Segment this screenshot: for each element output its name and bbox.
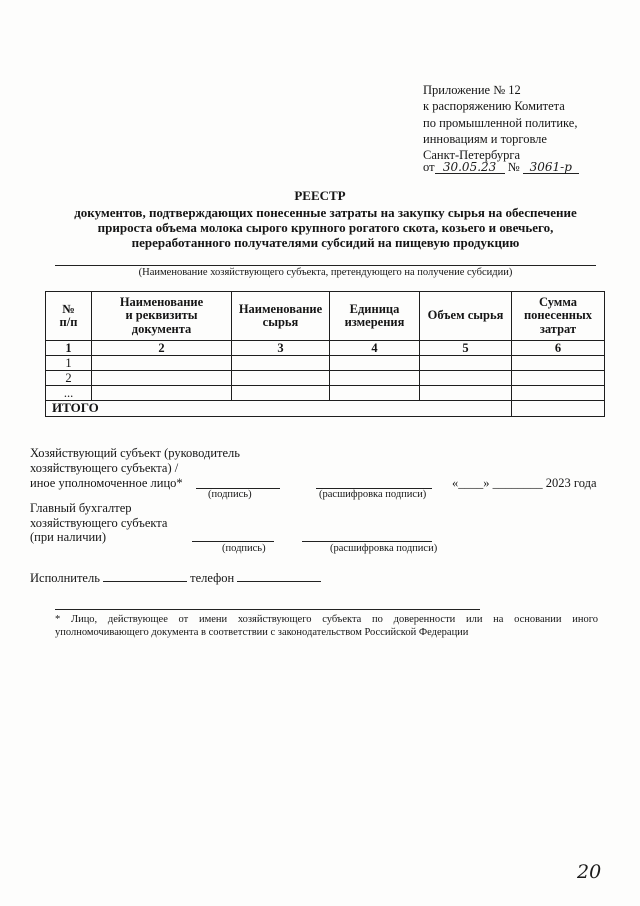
appendix-block xyxy=(423,82,577,163)
appendix-line: Приложение № 12 xyxy=(423,83,521,97)
footnote-line: уполномочивающего документа в соответствии с законодательством Российской Федерации xyxy=(55,627,469,638)
document-cell xyxy=(92,371,232,386)
header-text: затрат xyxy=(539,321,577,336)
subtitle-line: документов, подтверждающих понесенные затраты на закупку сырья на обеспечение xyxy=(74,205,577,220)
head-signature-label xyxy=(30,446,240,491)
document-subtitle xyxy=(55,205,596,250)
amount-cell xyxy=(512,386,605,401)
header-text: п/п xyxy=(59,315,78,329)
header-material xyxy=(232,292,330,341)
executor-blank xyxy=(103,570,187,582)
head-name-caption: (расшифровка подписи) xyxy=(319,489,427,500)
head-signature-caption: (подпись) xyxy=(208,489,252,500)
phone-label: телефон xyxy=(190,571,235,585)
signature-date xyxy=(452,476,597,491)
header-text: документа xyxy=(131,321,192,336)
volume-cell xyxy=(420,386,512,401)
footnote-line: * Лицо, действующее от имени хозяйствующего субъекта по доверенности или на основании иного xyxy=(55,614,598,625)
label-line: хозяйствующего субъекта) / xyxy=(30,461,179,475)
header-document xyxy=(92,292,232,341)
subtitle-line: переработанного получателями субсидий на пищевую продукцию xyxy=(131,235,520,250)
accountant-signature-label xyxy=(30,501,167,545)
label-line: (при наличии) xyxy=(30,530,107,544)
column-number-row xyxy=(46,341,605,356)
subtitle-line: прироста объема молока сырого крупного рогатого скота, козьего и овечьего, xyxy=(97,220,554,235)
header-volume xyxy=(420,292,512,341)
registry-table xyxy=(45,291,605,417)
number-prefix: № xyxy=(507,160,520,174)
date-prefix: от xyxy=(423,160,435,174)
label-line: хозяйствующего субъекта xyxy=(30,515,168,530)
volume-cell xyxy=(420,356,512,371)
phone-blank xyxy=(237,570,321,582)
unit-cell xyxy=(330,371,420,386)
label-line: Хозяйствующий субъект (руководитель xyxy=(30,446,240,460)
appendix-line: Санкт-Петербурга xyxy=(423,148,521,163)
amount-cell xyxy=(512,371,605,386)
header-text: сырья xyxy=(262,315,299,329)
column-number: 3 xyxy=(232,341,330,356)
executor-label: Исполнитель xyxy=(30,571,100,585)
material-cell xyxy=(232,371,330,386)
amount-cell xyxy=(512,356,605,371)
table-row xyxy=(46,356,605,371)
header-text: Единица xyxy=(349,301,400,316)
header-text: Объем сырья xyxy=(427,308,504,323)
unit-cell xyxy=(330,386,420,401)
header-text: понесенных xyxy=(523,308,593,323)
header-amount xyxy=(512,292,605,341)
accountant-name-line xyxy=(302,541,432,542)
accountant-signature-line xyxy=(192,541,274,542)
row-number-cell: ... xyxy=(46,386,92,401)
header-text: Сумма xyxy=(539,294,577,309)
entity-name-line xyxy=(55,265,596,266)
executor-line xyxy=(30,570,321,586)
volume-cell xyxy=(420,371,512,386)
header-text: № xyxy=(62,301,75,316)
header-number xyxy=(46,292,92,341)
label-line: иное уполномоченное лицо* xyxy=(30,476,183,490)
accountant-name-caption: (расшифровка подписи) xyxy=(330,543,438,554)
column-number: 5 xyxy=(420,341,512,356)
total-row xyxy=(46,401,605,417)
date-month: ________ xyxy=(492,476,543,490)
document-cell xyxy=(92,356,232,371)
row-number-cell: 1 xyxy=(46,356,92,371)
table-header-row xyxy=(46,292,605,341)
total-amount-cell xyxy=(512,401,605,417)
header-text: и реквизиты xyxy=(125,308,198,323)
header-unit xyxy=(330,292,420,341)
table-row xyxy=(46,386,605,401)
appendix-line: по промышленной политике, xyxy=(423,115,578,130)
document-title: РЕЕСТР xyxy=(294,188,346,203)
handwritten-date: 30.05.23 xyxy=(435,161,505,174)
appendix-line: инновациям и торговле xyxy=(423,131,547,146)
entity-name-caption: (Наименование хозяйствующего субъекта, претендующего на получение субсидии) xyxy=(138,267,513,278)
unit-cell xyxy=(330,356,420,371)
row-number-cell: 2 xyxy=(46,371,92,386)
material-cell xyxy=(232,356,330,371)
header-text: измерения xyxy=(344,315,405,329)
column-number: 1 xyxy=(46,341,92,356)
column-number: 2 xyxy=(92,341,232,356)
accountant-signature-caption: (подпись) xyxy=(222,543,266,554)
document-cell xyxy=(92,386,232,401)
appendix-date-line xyxy=(423,160,579,174)
page-number: 20 xyxy=(577,861,602,883)
handwritten-number: 3061-р xyxy=(523,161,579,174)
date-year: 2023 года xyxy=(545,476,597,490)
material-cell xyxy=(232,386,330,401)
header-text: Наименование xyxy=(238,301,323,316)
column-number: 6 xyxy=(512,341,605,356)
table-row xyxy=(46,371,605,386)
label-line: Главный бухгалтер xyxy=(30,501,132,515)
appendix-line: к распоряжению Комитета xyxy=(423,99,565,114)
footnote-separator xyxy=(55,609,480,610)
column-number: 4 xyxy=(330,341,420,356)
total-label: ИТОГО xyxy=(46,401,512,417)
date-day: «____» xyxy=(452,476,490,490)
header-text: Наименование xyxy=(119,294,204,309)
